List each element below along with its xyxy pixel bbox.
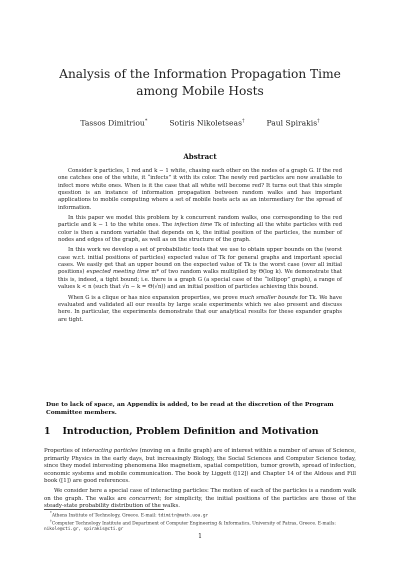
abstract-paragraph: When G is a clique or has nice expansion properties, we prove much smaller bounds for Tk. We have evaluated and validated all our results by large scale experiments which we also present and discuss here. In particular, the experiments demonstrate that our analytical results for these expander graphs are tight. (58, 294, 343, 323)
abstract-paragraph: Consider k particles, 1 red and k − 1 white, chasing each other on the nodes of a graph G. If the red one catches one of the white, it “infects” it with its color. The newly red particles are now available to infect more white ones. When is it the case that all white will become red? It turns out that this simple question is an instance of information propagation between random walks and has important applications to mobile computing where a set of mobile hosts acts as an intermediary for the spread of information. (58, 168, 342, 211)
paper-title (40, 66, 360, 100)
body-paragraph: We consider here a special case of interacting particles: The motion of each of the particles is a random walk on the graph. The walks are concurrent; for simplicity, the initial positions of the particles are those of the steady-state probability distribution of the walks. (44, 487, 356, 510)
abstract-body (58, 168, 342, 324)
footnote: †Computer Technology Institute and Department of Computer Engineering & Informatics, University of Patras, Greece. E-mails: nikole@cti.gr, spirakis@cti.gr (44, 519, 336, 533)
author: Sotiris Nikoletseas† (169, 118, 245, 128)
section-heading (44, 426, 319, 437)
author: Tassos Dimitriou* (80, 118, 148, 128)
footnote-email: tdimitr@math.uoa.gr (157, 513, 209, 519)
author-list (40, 118, 360, 128)
section-title: Introduction, Problem Definition and Motivation (62, 426, 319, 437)
footnotes (44, 511, 356, 533)
body-paragraph: Properties of interacting particles (moving on a finite graph) are of interest within a number of areas of Science, primarily Physics in the early days, but increasingly Biology, the Social Sciences and Computer Science today, since they model interesting phenomena like magnetism, spatial competition, tumor growth, spread of infection, economic systems and mobile communication. The book by Liggett ([12]) and Chapter 14 of the Aldous and Fill book ([1]) are good references. (44, 448, 356, 485)
footnote: *Athens Institute of Technology, Greece. E-mail: tdimitr@math.uoa.gr (50, 511, 209, 519)
abstract-paragraph: In this paper we model this problem by k concurrent random walks, one corresponding to the red particle and k − 1 to the white ones. The infection time Tk of infecting all the white particles with red color is then a random variable that depends on k, the initial position of the particles, the number of nodes and edges of the graph, as well as on the structure of the graph. (58, 215, 343, 244)
footnote-divider (44, 509, 164, 510)
abstract-paragraph: In this work we develop a set of probabilistic tools that we use to obtain upper bounds on the (worst case w.r.t. initial positions of particles) expected value of Tk for general graphs and important special cases. We easily get that an upper bound on the expected value of Tk is the worst case (over all initial positions) expected meeting time m* of two random walks multiplied by Θ(log k). We demonstrate that this is, indeed, a tight bound; i.e. there is a graph G (a special case of the “lollipop” graph), a range of values k < n (such that √n − k = Θ(√n)) and an initial position of particles achieving this bound. (58, 247, 342, 291)
section-number: 1 (44, 426, 51, 437)
abstract-heading: Abstract (183, 152, 217, 161)
footnote-email: nikole@cti.gr, spirakis@cti.gr (44, 527, 124, 533)
appendix-note: Due to lack of space, an Appendix is added, to be read at the discretion of the Program Committee members. (46, 401, 334, 416)
section-body (44, 448, 356, 511)
title-line-1: Analysis of the Information Propagation Time (59, 67, 341, 81)
author: Paul Spirakis† (266, 118, 320, 128)
page-number: 1 (198, 533, 202, 540)
title-line-2: among Mobile Hosts (136, 84, 264, 98)
